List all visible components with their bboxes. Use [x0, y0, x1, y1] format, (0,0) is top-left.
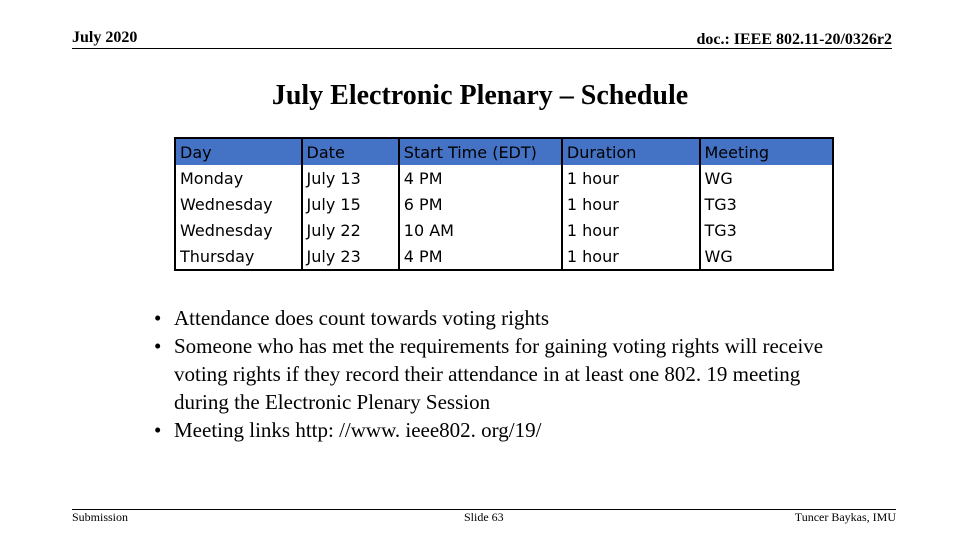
header-date: July 2020	[72, 29, 138, 46]
cell-date: July 13	[302, 165, 399, 191]
cell-duration: 1 hour	[562, 243, 700, 270]
cell-start-time: 4 PM	[399, 165, 562, 191]
cell-date: July 23	[302, 243, 399, 270]
footer-slide-number: Slide 63	[464, 510, 504, 524]
table-row	[175, 191, 833, 217]
column-header-duration: Duration	[562, 138, 700, 165]
cell-start-time: 4 PM	[399, 243, 562, 270]
bullet-item	[150, 416, 850, 444]
table-header-row	[175, 138, 833, 165]
table-row	[175, 165, 833, 191]
cell-date: July 22	[302, 217, 399, 243]
header-doc-id: doc.: IEEE 802.11-20/0326r2	[696, 31, 892, 48]
table-row	[175, 217, 833, 243]
table-row	[175, 243, 833, 270]
bullet-text: Attendance does count towards voting rights	[174, 306, 550, 330]
cell-day: Wednesday	[175, 191, 302, 217]
column-header-day: Day	[175, 138, 302, 165]
cell-meeting: WG	[700, 243, 834, 270]
cell-day: Wednesday	[175, 217, 302, 243]
bullet-text: Someone who has met the requirements for gaining voting rights will receive voting rights if they record their attendance in at least one 802. 19 meeting during the Electronic Plenary Session	[174, 334, 824, 414]
cell-meeting: TG3	[700, 217, 834, 243]
cell-start-time: 10 AM	[399, 217, 562, 243]
bullet-item	[150, 332, 850, 416]
column-header-meeting: Meeting	[700, 138, 834, 165]
cell-start-time: 6 PM	[399, 191, 562, 217]
footer-author: Tuncer Baykas, IMU	[794, 510, 896, 524]
cell-day: Thursday	[175, 243, 302, 270]
cell-duration: 1 hour	[562, 165, 700, 191]
bullet-dot-icon: •	[154, 418, 162, 442]
column-header-start-time: Start Time (EDT)	[399, 138, 562, 165]
cell-day: Monday	[175, 165, 302, 191]
bullet-list	[150, 304, 850, 444]
schedule-table	[174, 137, 834, 271]
footer-submission: Submission	[72, 510, 129, 524]
header-rule	[72, 48, 892, 49]
column-header-date: Date	[302, 138, 399, 165]
bullet-dot-icon: •	[154, 306, 162, 330]
cell-meeting: TG3	[700, 191, 834, 217]
bullet-text: Meeting links http: //www. ieee802. org/19/	[174, 418, 542, 442]
bullet-item	[150, 304, 850, 332]
cell-meeting: WG	[700, 165, 834, 191]
cell-date: July 15	[302, 191, 399, 217]
cell-duration: 1 hour	[562, 191, 700, 217]
slide-title: July Electronic Plenary – Schedule	[271, 80, 689, 111]
cell-duration: 1 hour	[562, 217, 700, 243]
bullet-dot-icon: •	[154, 334, 162, 358]
